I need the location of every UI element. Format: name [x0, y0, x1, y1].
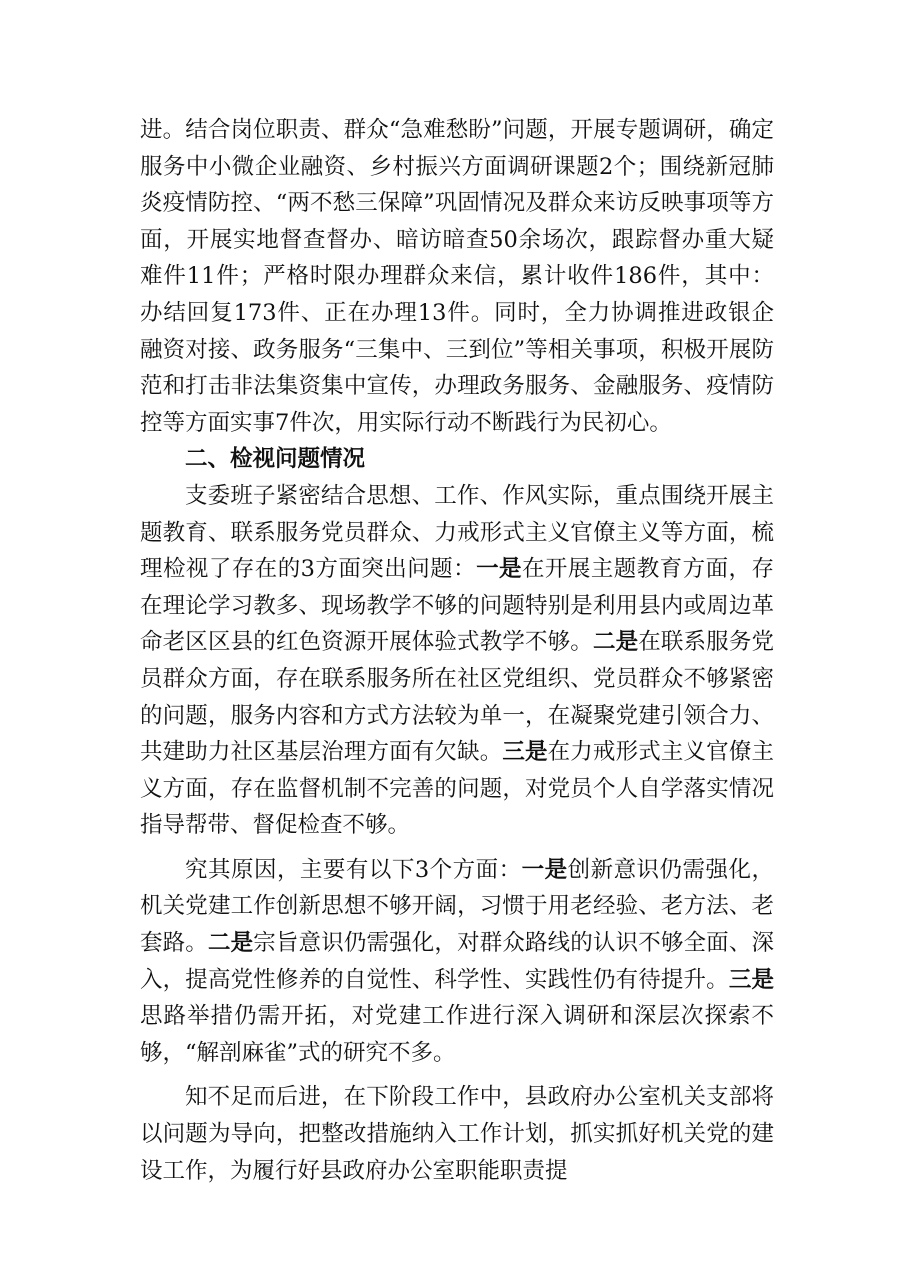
text-segment: 在联系服务党员群众方面，存在联系服务所在社区党组织、党员群众不够紧密的问题，服务内容和方式方法较为单一，在凝聚党建引领合力、共建助力社区基层治理方面有欠缺。 [140, 629, 774, 766]
text-segment: 在力戒形式主义官僚主义方面，存在监督机制不完善的问题，对党员个人自学落实情况指导帮带、督促检查不够。 [140, 739, 774, 839]
paragraph-causes [140, 852, 774, 1072]
text-segment: 思路举措仍需开拓，对党建工作进行深入调研和深层次探索不够，“解剖麻雀”式的研究不多。 [140, 1003, 774, 1066]
text-segment: 究其原因，主要有以下3个方面： [185, 856, 522, 883]
bold-marker: 三是 [502, 739, 548, 766]
text-segment: 宗旨意识仍需强化，对群众路线的认识不够全面、深入，提高党性修养的自觉性、科学性、实践性仍有待提升。 [140, 930, 774, 993]
paragraph-problems [140, 478, 774, 844]
bold-marker: 一是 [521, 856, 568, 883]
text-segment: 在开展主题教育方面，存在理论学习教多、现场教学不够的问题特别是利用县内或周边革命老区区县的红色资源开展体验式教学不够。 [140, 556, 774, 656]
text-segment: 支委班子紧密结合思想、工作、作风实际，重点围绕开展主题教育、联系服务党员群众、力戒形式主义官僚主义等方面，梳理检视了存在的3方面突出问题： [140, 482, 774, 583]
section-heading-problems: 二、检视问题情况 [185, 446, 366, 473]
document-body [140, 112, 774, 1189]
bold-marker: 一是 [476, 556, 522, 583]
paragraph-work-summary: 进。结合岗位职责、群众“急难愁盼”问题，开展专题调研，确定服务中小微企业融资、乡村振兴方面调研课题2个；围绕新冠肺炎疫情防控、“两不愁三保障”巩固情况及群众来访反映事项等方面，开展实地督查督办、暗访暗查50余场次，跟踪督办重大疑难件11件；严格时限办理群众来信，累计收件186件，其中：办结回复173件、正在办理13件。同时，全力协调推进政银企融资对接、政务服务“三集中、三到位”等相关事项，积极开展防范和打击非法集资集中宣传，办理政务服务、金融服务、疫情防控等方面实事7件次，用实际行动不断践行为民初心。 [140, 117, 774, 436]
bold-marker: 三是 [728, 966, 774, 993]
bold-marker: 二是 [207, 930, 254, 957]
paragraph-next-steps: 知不足而后进，在下阶段工作中，县政府办公室机关支部将以问题为导向，把整改措施纳入工作计划，抓实抓好机关党的建设工作，为履行好县政府办公室职能职责提 [140, 1084, 774, 1184]
text-segment: 创新意识仍需强化，机关党建工作创新思想不够开阔，习惯于用老经验、老方法、老套路。 [140, 856, 774, 957]
bold-marker: 二是 [592, 629, 639, 656]
